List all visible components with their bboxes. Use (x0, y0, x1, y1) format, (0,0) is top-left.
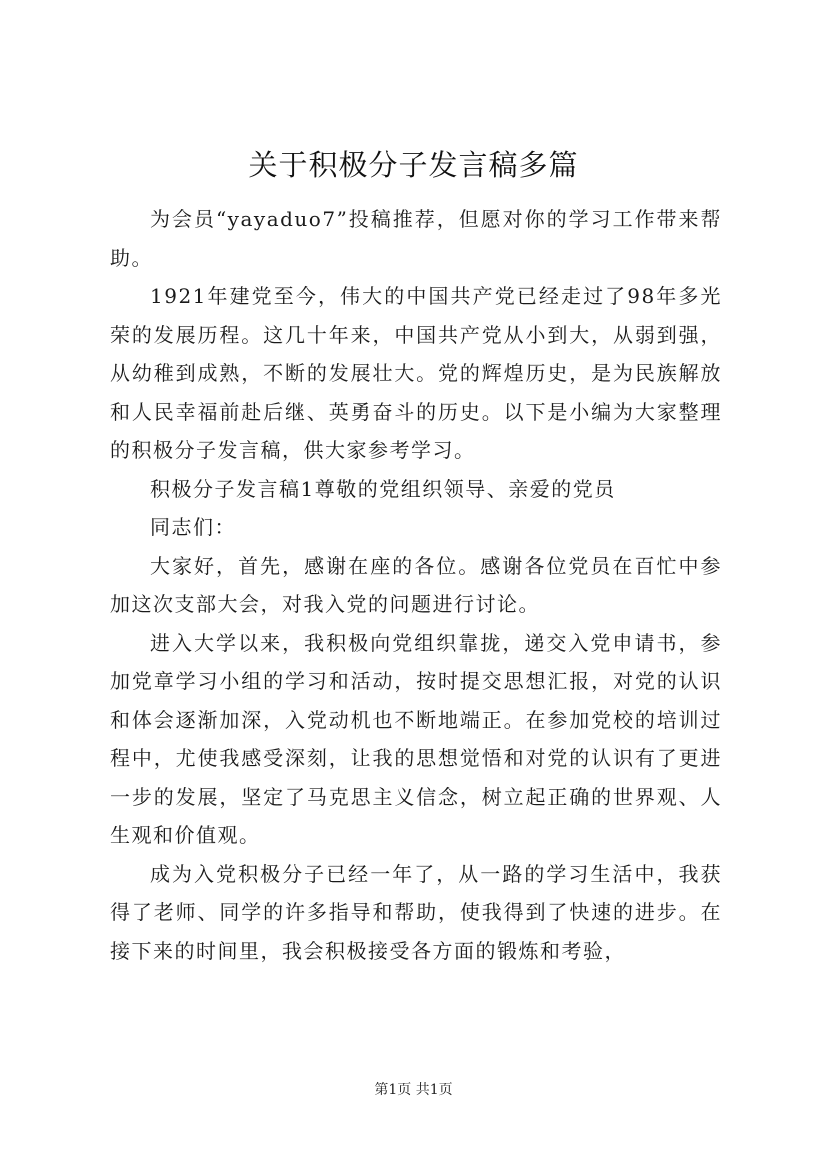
paragraph: 同志们： (150, 515, 236, 539)
paragraph: 进入大学以来，我积极向党组织靠拢，递交入党申请书，参加党章学习小组的学习和活动，按时提交思想汇报，对党的认识和体会逐渐加深，入党动机也不断地端正。在参加党校的培训过程中，尤使我感受深刻，让我的思想觉悟和对党的认识有了更进一步的发展，坚定了马克思主义信念，树立起正确的世界观、人生观和价值观。 (110, 630, 722, 847)
paragraph: 1921年建党至今，伟大的中国共产党已经走过了98年多光荣的发展历程。这几十年来，中国共产党从小到大，从弱到强，从幼稚到成熟，不断的发展壮大。党的辉煌历史，是为民族解放和人民幸福前赴后继、英勇奋斗的历史。以下是小编为大家整理的积极分子发言稿，供大家参考学习。 (110, 284, 722, 462)
document-title: 关于积极分子发言稿多篇 (248, 148, 579, 182)
paragraph: 为会员“yayaduo7”投稿推荐，但愿对你的学习工作带来帮助。 (110, 207, 722, 270)
document-body (110, 200, 722, 970)
paragraph: 成为入党积极分子已经一年了，从一路的学习生活中，我获得了老师、同学的许多指导和帮助，使我得到了快速的进步。在接下来的时间里，我会积极接受各方面的锻炼和考验， (110, 861, 722, 963)
paragraph: 积极分子发言稿1尊敬的党组织领导、亲爱的党员 (150, 476, 616, 501)
paragraph: 大家好，首先，感谢在座的各位。感谢各位党员在百忙中参加这次支部大会，对我入党的问题进行讨论。 (110, 553, 722, 616)
page-number-footer: 第1页 共1页 (374, 1082, 453, 1098)
